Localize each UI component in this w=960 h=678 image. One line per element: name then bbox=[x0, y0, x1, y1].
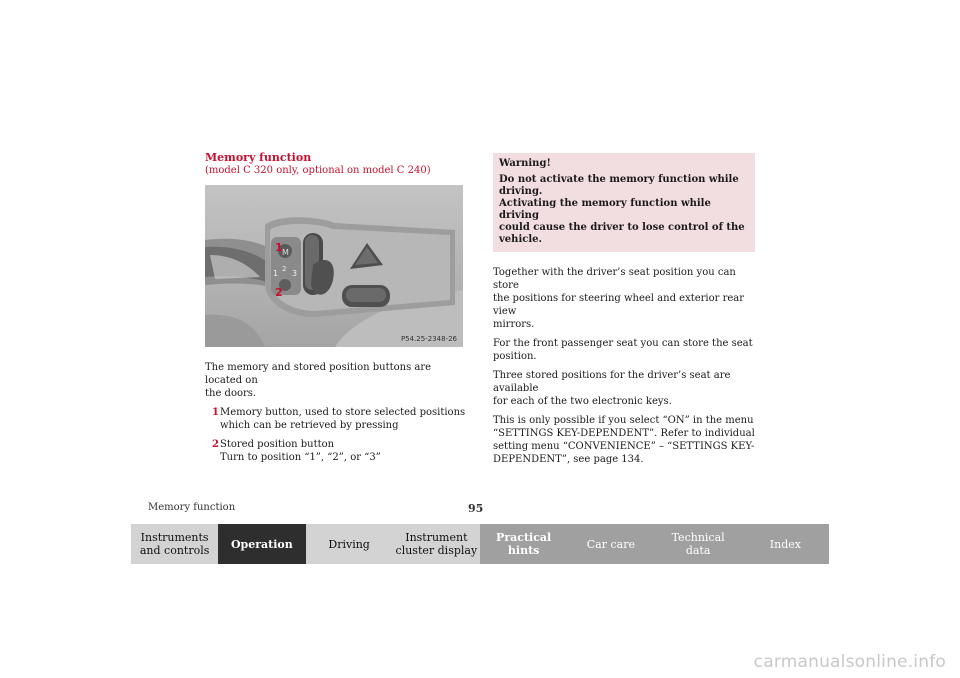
paragraph-line: “SETTINGS KEY-DEPENDENT”. Refer to individual bbox=[493, 428, 755, 439]
list-item-text: Turn to position “1”, “2”, or “3” bbox=[220, 452, 381, 463]
svg-text:M: M bbox=[282, 248, 289, 257]
list-item-number: 2 bbox=[212, 439, 219, 450]
paragraph-line: For the front passenger seat you can store the seat bbox=[493, 338, 753, 349]
paragraph-line: mirrors. bbox=[493, 319, 535, 330]
footer-section-title: Memory function bbox=[148, 502, 236, 513]
paragraph bbox=[493, 369, 755, 408]
figure-callout-2: 2 bbox=[275, 286, 283, 299]
nav-tab-index[interactable] bbox=[742, 524, 829, 564]
watermark: carmanualsonline.info bbox=[753, 652, 946, 672]
paragraph-line: This is only possible if you select “ON” in the menu bbox=[493, 415, 754, 426]
nav-tab-label: Practical hints bbox=[496, 531, 552, 557]
chapter-nav-bar bbox=[131, 524, 829, 564]
door-controls-figure bbox=[205, 185, 463, 347]
nav-tab-practical-hints[interactable] bbox=[480, 524, 567, 564]
paragraph-line: setting menu “CONVENIENCE” – “SETTINGS KEY- bbox=[493, 441, 755, 452]
nav-tab-label: Index bbox=[769, 537, 801, 551]
paragraph bbox=[493, 414, 755, 466]
figure-code: P54.25-2348-26 bbox=[400, 335, 457, 343]
list-item-number: 1 bbox=[212, 407, 219, 418]
nav-tab-label: Technical bbox=[671, 531, 725, 544]
nav-tab-label: and controls bbox=[139, 544, 210, 557]
nav-tab-technical-data[interactable] bbox=[655, 524, 742, 564]
intro-line: the doors. bbox=[205, 388, 257, 399]
page-number: 95 bbox=[468, 502, 484, 515]
warning-body bbox=[499, 174, 749, 246]
svg-text:1: 1 bbox=[273, 269, 279, 278]
nav-tab-instruments-and-controls[interactable] bbox=[131, 524, 218, 564]
nav-tab-car-care[interactable] bbox=[567, 524, 654, 564]
nav-tab-label: cluster display bbox=[395, 544, 478, 557]
warning-title: Warning! bbox=[499, 158, 551, 169]
right-body bbox=[493, 266, 755, 466]
list-item-text: which can be retrieved by pressing bbox=[220, 420, 399, 431]
svg-text:3: 3 bbox=[292, 269, 298, 278]
svg-text:2: 2 bbox=[282, 265, 287, 273]
list-item-text: Memory button, used to store selected positions bbox=[220, 407, 466, 418]
nav-tab-label: Car care bbox=[586, 537, 635, 551]
figure-callout-1: 1 bbox=[275, 241, 283, 254]
paragraph bbox=[493, 266, 755, 331]
intro-line: The memory and stored position buttons are located on bbox=[205, 362, 432, 386]
paragraph bbox=[493, 337, 755, 363]
warning-line: could cause the driver to lose control of the vehicle. bbox=[499, 222, 745, 245]
paragraph-line: Three stored positions for the driver’s seat are available bbox=[493, 370, 731, 394]
nav-tab-driving[interactable] bbox=[306, 524, 393, 564]
right-column bbox=[493, 153, 755, 472]
nav-tab-label: Operation bbox=[230, 537, 293, 551]
nav-tab-label: data bbox=[685, 544, 711, 557]
nav-tab-label: Driving bbox=[328, 537, 370, 551]
section-subtitle: (model C 320 only, optional on model C 240) bbox=[205, 165, 431, 176]
list-item bbox=[205, 438, 467, 464]
callout-list bbox=[205, 406, 467, 464]
paragraph-line: for each of the two electronic keys. bbox=[493, 396, 672, 407]
paragraph-line: the positions for steering wheel and exterior rear view bbox=[493, 293, 745, 317]
nav-tab-label: Instrument bbox=[405, 531, 468, 544]
intro-paragraph bbox=[205, 361, 467, 400]
warning-line: Activating the memory function while driving bbox=[499, 198, 711, 221]
warning-line: Do not activate the memory function while driving. bbox=[499, 174, 739, 197]
nav-tab-label: Instruments bbox=[140, 531, 209, 544]
paragraph-line: Together with the driver’s seat position you can store bbox=[493, 267, 736, 291]
list-item bbox=[205, 406, 467, 432]
paragraph-line: position. bbox=[493, 351, 537, 362]
nav-tab-instrument-cluster-display[interactable] bbox=[393, 524, 480, 564]
paragraph-line: DEPENDENT”, see page 134. bbox=[493, 454, 644, 465]
door-panel-illustration bbox=[205, 185, 463, 347]
left-column bbox=[205, 151, 467, 470]
section-title: Memory function bbox=[205, 151, 312, 164]
list-item-text: Stored position button bbox=[220, 439, 335, 450]
nav-tab-operation[interactable] bbox=[218, 524, 305, 564]
warning-box bbox=[493, 153, 755, 252]
